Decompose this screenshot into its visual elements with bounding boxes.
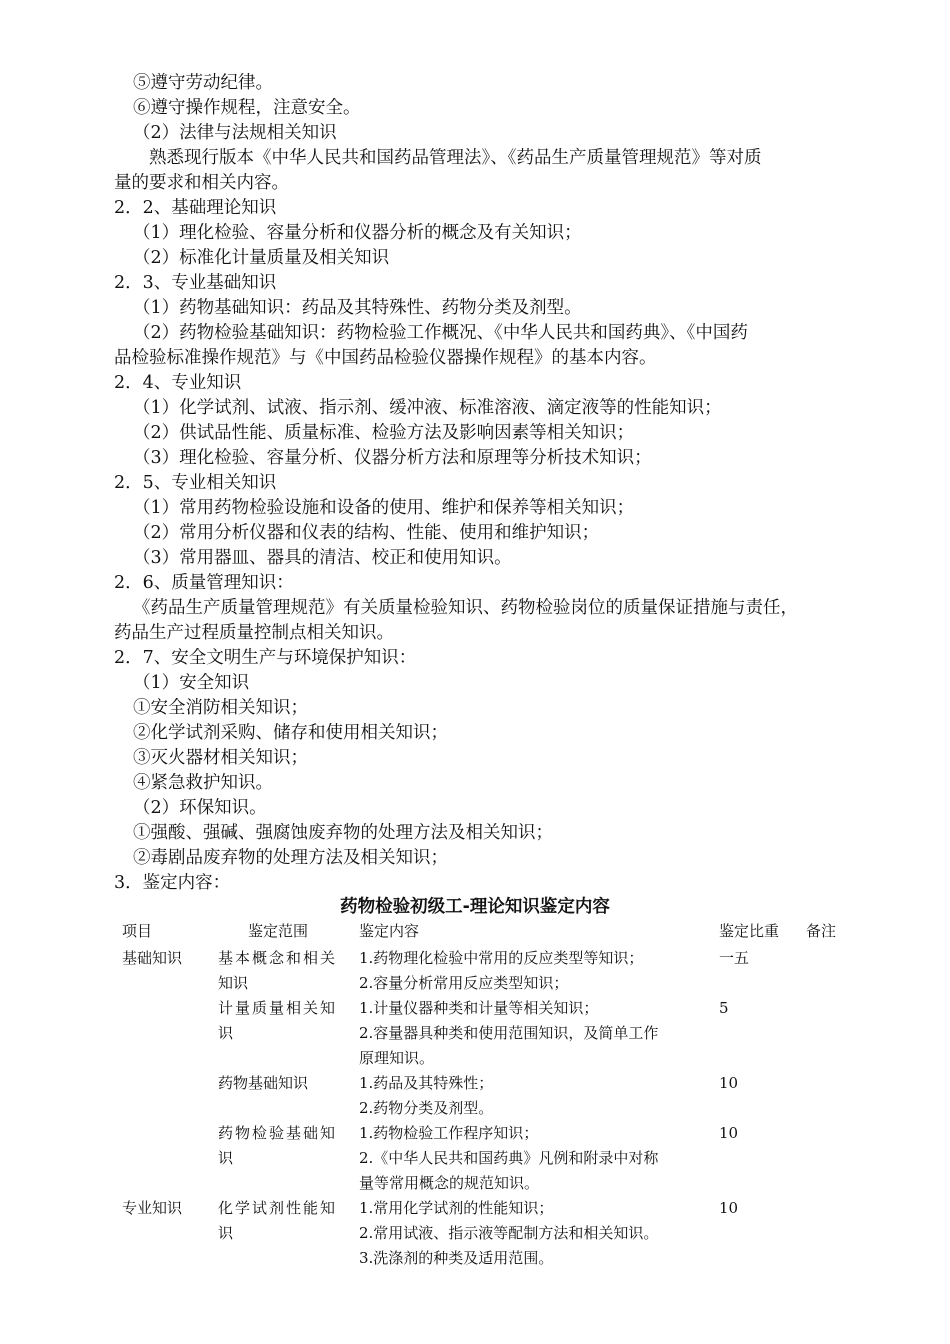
text-line: （3）常用器皿、器具的清洁、校正和使用知识。: [133, 548, 512, 568]
table-cell: 10: [719, 1074, 739, 1092]
table-cell: 量等常用概念的规范知识。: [359, 1174, 540, 1192]
table-cell: 1.药物检验工作程序知识；: [359, 1124, 539, 1142]
text-line: （2）常用分析仪器和仪表的结构、性能、使用和维护知识；: [133, 523, 600, 543]
text-line: ①安全消防相关知识；: [133, 698, 308, 718]
table-header-cell: 鉴定范围: [248, 922, 309, 940]
table-cell: 1.常用化学试剂的性能知识；: [359, 1199, 554, 1217]
text-line: 药品生产过程质量控制点相关知识。: [114, 623, 394, 643]
text-line: （1）理化检验、容量分析和仪器分析的概念及有关知识；: [133, 223, 582, 243]
table-header-cell: 项目: [122, 922, 153, 940]
table-cell: 3.洗涤剂的种类及适用范围。: [359, 1249, 554, 1267]
section-heading: 2．5、专业相关知识: [114, 473, 277, 493]
table-cell: 2.容量分析常用反应类型知识；: [359, 974, 569, 992]
text-line: （3）理化检验、容量分析、仪器分析方法和原理等分析技术知识；: [133, 448, 652, 468]
text-line: 品检验标准操作规范》与《中国药品检验仪器操作规程》的基本内容。: [114, 348, 657, 368]
text-line: （2）环保知识。: [133, 798, 267, 818]
section-heading: 2．2、基础理论知识: [114, 198, 277, 218]
table-cell: 2.容量器具种类和使用范围知识，及简单工作: [359, 1024, 659, 1042]
text-line: ⑥遵守操作规程，注意安全。: [133, 98, 361, 118]
text-line: （2）法律与法规相关知识: [133, 123, 337, 143]
table-cell: 1.计量仪器种类和计量等相关知识；: [359, 999, 599, 1017]
table-cell: 1.药物理化检验中常用的反应类型等知识；: [359, 949, 644, 967]
text-line: ③灭火器材相关知识；: [133, 748, 308, 768]
table-cell: 基本概念和相关: [218, 949, 338, 967]
text-line: ④紧急救护知识。: [133, 773, 273, 793]
table-cell: 识: [218, 1149, 234, 1167]
table-cell: 一五: [719, 949, 750, 967]
table-cell: 5: [719, 999, 729, 1017]
table-cell: 化学试剂性能知: [218, 1199, 338, 1217]
text-line: ⑤遵守劳动纪律。: [133, 73, 273, 93]
table-cell: 2.《中华人民共和国药典》凡例和附录中对称: [359, 1149, 659, 1167]
text-line: 量的要求和相关内容。: [114, 173, 289, 193]
table-cell: 原理知识。: [359, 1049, 435, 1067]
table-header-cell: 备注: [806, 922, 837, 940]
table-title: 药物检验初级工-理论知识鉴定内容: [340, 897, 610, 917]
text-line: （2）供试品性能、质量标准、检验方法及影响因素等相关知识；: [133, 423, 635, 443]
table-cell: 1.药品及其特殊性；: [359, 1074, 494, 1092]
text-line: （1）安全知识: [133, 673, 250, 693]
section-heading: 2．7、安全文明生产与环境保护知识：: [114, 648, 417, 668]
text-line: ②毒剧品废弃物的处理方法及相关知识；: [133, 848, 448, 868]
table-cell: 10: [719, 1124, 739, 1142]
text-line: ②化学试剂采购、储存和使用相关知识；: [133, 723, 448, 743]
text-line: （2）标准化计量质量及相关知识: [133, 248, 390, 268]
section-heading: 2．4、专业知识: [114, 373, 242, 393]
text-line: 熟悉现行版本《中华人民共和国药品管理法》、《药品生产质量管理规范》等对质: [149, 148, 762, 168]
table-cell: 识: [218, 1024, 234, 1042]
table-cell: 2.常用试液、指示液等配制方法和相关知识。: [359, 1224, 659, 1242]
table-cell: 药物基础知识: [218, 1074, 309, 1092]
table-cell: 识: [218, 1224, 234, 1242]
table-cell: 专业知识: [122, 1199, 183, 1217]
table-cell: 基础知识: [122, 949, 183, 967]
table-header-cell: 鉴定内容: [359, 922, 420, 940]
text-line: （1）药物基础知识：药品及其特殊性、药物分类及剂型。: [133, 298, 582, 318]
table-header-cell: 鉴定比重: [719, 922, 780, 940]
table-cell: 计量质量相关知: [218, 999, 338, 1017]
table-cell: 2.药物分类及剂型。: [359, 1099, 494, 1117]
section-heading: 2．6、质量管理知识：: [114, 573, 294, 593]
text-line: （1）常用药物检验设施和设备的使用、维护和保养等相关知识；: [133, 498, 635, 518]
text-line: ①强酸、强碱、强腐蚀废弃物的处理方法及相关知识；: [133, 823, 553, 843]
section-heading: 3．鉴定内容：: [114, 873, 231, 893]
table-cell: 知识: [218, 974, 249, 992]
text-line: 《药品生产质量管理规范》有关质量检验知识、药物检验岗位的质量保证措施与责任，: [133, 598, 798, 618]
table-cell: 10: [719, 1199, 739, 1217]
section-heading: 2．3、专业基础知识: [114, 273, 277, 293]
table-cell: 药物检验基础知: [218, 1124, 338, 1142]
text-line: （2）药物检验基础知识：药物检验工作概况、《中华人民共和国药典》、《中国药: [133, 323, 748, 343]
text-line: （1）化学试剂、试液、指示剂、缓冲液、标准溶液、滴定液等的性能知识；: [133, 398, 722, 418]
